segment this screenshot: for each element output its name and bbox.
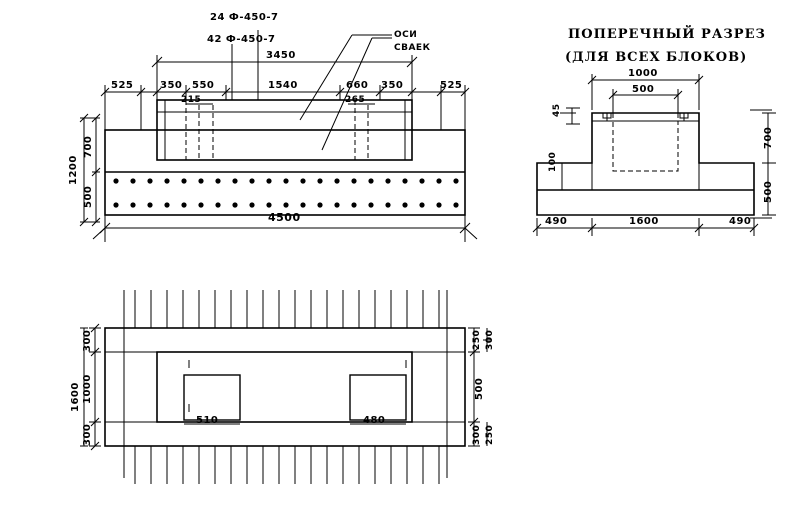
- dim-525-right: 525: [440, 80, 463, 91]
- dim-700: 700: [83, 135, 94, 158]
- dim-4500: 4500: [268, 211, 301, 224]
- plan-dim-250-bottom: 250: [485, 424, 495, 445]
- plan-dim-300-bottom-right: 300: [472, 424, 482, 445]
- dim-1600-sec: 1600: [629, 216, 659, 227]
- plan-dim-300-top-right: 300: [485, 329, 495, 350]
- dim-45: 45: [552, 103, 562, 117]
- dim-500-sec-lower: 500: [763, 180, 774, 203]
- dim-350-right: 350: [381, 80, 404, 91]
- dim-100: 100: [548, 151, 558, 172]
- dim-660: 660: [346, 80, 369, 91]
- dim-525-left: 525: [111, 80, 134, 91]
- dim-500-sec: 500: [632, 84, 655, 95]
- plan-dim-250-top: 250: [472, 329, 482, 350]
- plan-dim-500: 500: [474, 377, 485, 400]
- dim-490-left: 490: [545, 216, 568, 227]
- dim-350-left: 350: [160, 80, 183, 91]
- plan-dim-300-top: 300: [82, 329, 93, 352]
- plan-dim-1000: 1000: [82, 374, 93, 404]
- dim-1200: 1200: [68, 155, 79, 185]
- section-title: ПОПЕРЕЧНЫЙ РАЗРЕЗ: [568, 27, 766, 42]
- plan-dim-1600: 1600: [70, 382, 81, 412]
- dim-1540: 1540: [268, 80, 298, 91]
- rebar-callout-1: 24 Ф-450-7: [210, 12, 279, 23]
- dim-550: 550: [192, 80, 215, 91]
- plan-dim-300-bottom: 300: [82, 423, 93, 446]
- dim-265: 265: [345, 95, 366, 105]
- dim-700-sec: 700: [763, 126, 774, 149]
- dim-490-right: 490: [729, 216, 752, 227]
- axis-note-line1: ОСИ: [394, 30, 418, 40]
- dim-1000: 1000: [628, 68, 658, 79]
- plan-dim-510: 510: [196, 415, 219, 426]
- axis-note-line2: СВАЕК: [394, 43, 431, 53]
- dim-215: 215: [181, 95, 202, 105]
- plan-dim-480: 480: [363, 415, 386, 426]
- rebar-callout-2: 42 Ф-450-7: [207, 34, 276, 45]
- section-subtitle: (ДЛЯ ВСЕХ БЛОКОВ): [565, 50, 748, 65]
- dim-500-elev: 500: [83, 185, 94, 208]
- dim-3450: 3450: [266, 50, 296, 61]
